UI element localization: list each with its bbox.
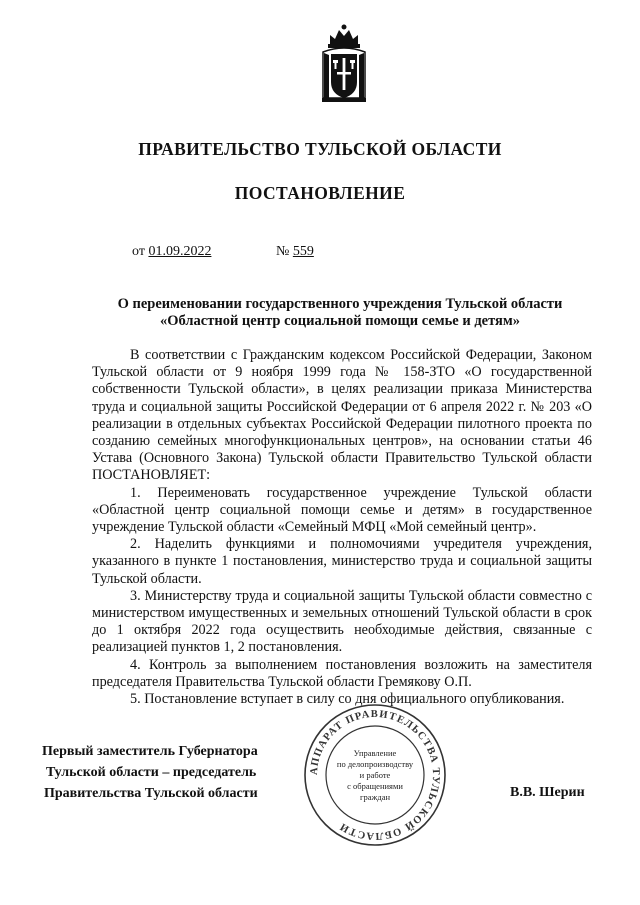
paragraph-item-3: 3. Министерству труда и социальной защиты Тульской области совместно с министерством имущественных и земельных отношений Тульской области в срок до 1 октября 2022 года осуществить необходимые действия, связанные с реализацией пунктов 1, 2 постановления. <box>92 587 592 656</box>
paragraph-item-2: 2. Наделить функциями и полномочиями учредителя учреждения, указанного в пункте 1 постановления, министерство труда и социальной защиты Тульской области. <box>92 536 592 587</box>
signatory-position-line-3: Правительства Тульской области <box>44 786 258 801</box>
document-subject <box>90 296 590 330</box>
subject-line-1: О переименовании государственного учреждения Тульской области <box>117 296 563 312</box>
number-line <box>276 244 314 260</box>
document-date: 01.09.2022 <box>148 244 212 259</box>
document-type-title: ПОСТАНОВЛЕНИЕ <box>234 183 406 203</box>
subject-line-2: «Областной центр социальной помощи семье и детям» <box>159 313 521 329</box>
stamp-ring-text: АППАРАТ ПРАВИТЕЛЬСТВА ТУЛЬСКОЙ ОБЛАСТИ <box>308 708 442 842</box>
signatory-position-line-1: Первый заместитель Губернатора <box>42 744 258 759</box>
document-body <box>92 347 592 708</box>
stamp-line-2: по делопроизводству <box>336 759 414 769</box>
stamp-line-1: Управление <box>353 748 397 758</box>
signatory-position-line-2: Тульской области – председатель <box>46 765 257 780</box>
organization-title: ПРАВИТЕЛЬСТВО ТУЛЬСКОЙ ОБЛАСТИ <box>138 139 502 159</box>
date-prefix: от <box>132 244 145 259</box>
paragraph-item-1: 1. Переименовать государственное учреждение Тульской области «Областной центр социальной помощи семье и детям» в государственное учреждение Тульской области «Семейный МФЦ «Мой семейный центр». <box>92 484 592 536</box>
paragraph-item-4: 4. Контроль за выполнением постановления возложить на заместителя председателя Правительства Тульской области Гремякову О.П. <box>92 656 592 690</box>
office-stamp-icon <box>300 700 450 850</box>
tula-coat-of-arms-icon <box>321 22 367 104</box>
document-number: 559 <box>292 244 314 259</box>
signatory-name: В.В. Шерин <box>510 785 585 800</box>
stamp-line-5: граждан <box>359 792 391 802</box>
number-prefix: № <box>276 244 290 259</box>
stamp-line-3: и работе <box>359 770 391 780</box>
stamp-line-4: с обращениями <box>347 781 403 791</box>
paragraph-preamble: В соответствии с Гражданским кодексом Российской Федерации, Законом Тульской области от 9 ноября 1999 года № 158-ЗТО «О государственной собственности Тульской области», в целях реализации приказа Министерства труда и социальной защиты Российской Федерации от 6 апреля 2022 г. № 203 «О реализации в отдельных субъектах Российской Федерации пилотного проекта по созданию семейных многофункциональных центров», на основании статьи 46 Устава (Основного Закона) Тульской области Правительство Тульской области ПОСТАНОВЛЯЕТ: <box>92 347 592 484</box>
date-line <box>132 244 211 260</box>
paragraph-item-5: 5. Постановление вступает в силу со дня официального опубликования. <box>130 691 565 708</box>
